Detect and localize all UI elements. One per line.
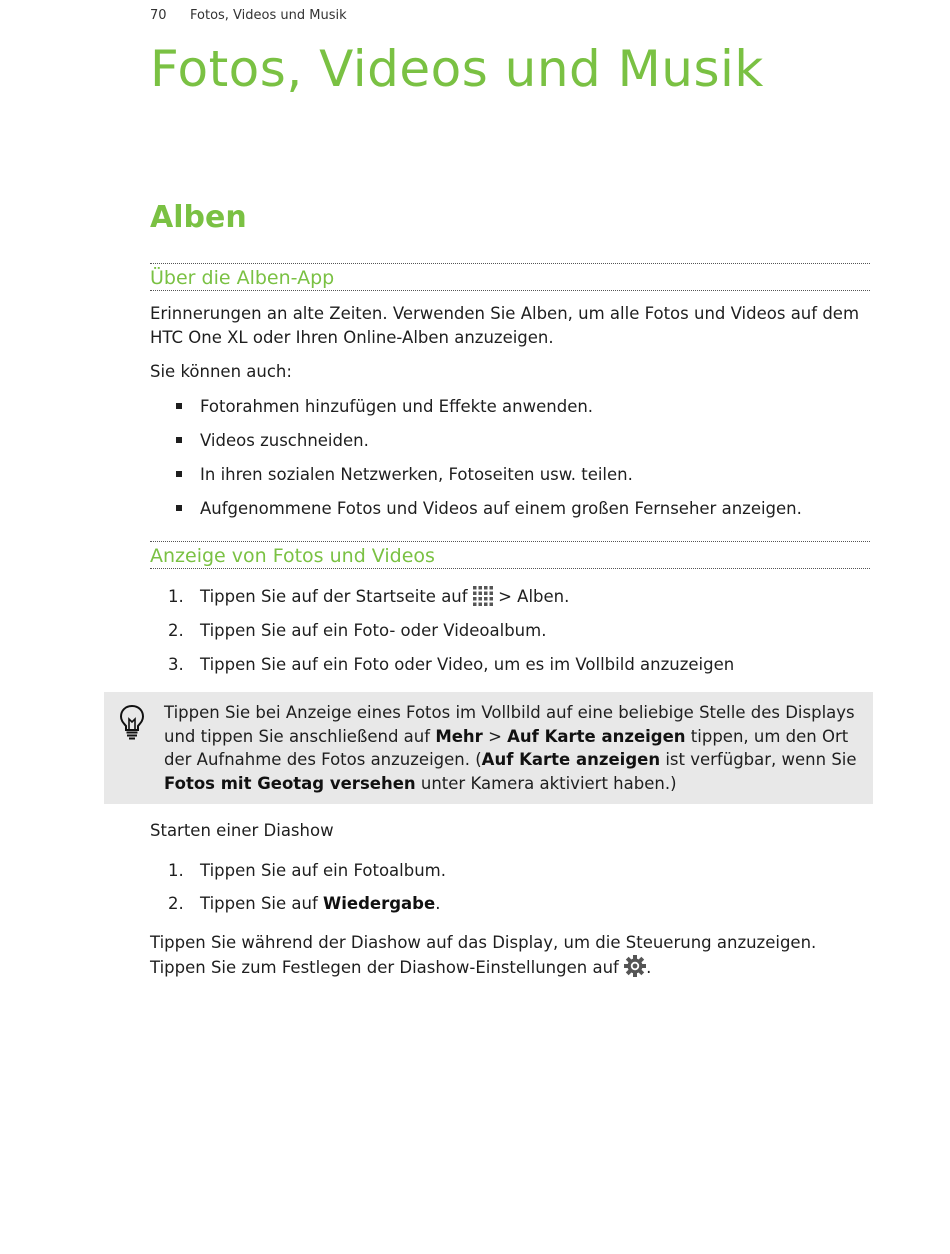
list-item-text: Aufgenommene Fotos und Videos auf einem großen Fernseher anzeigen. bbox=[200, 499, 802, 518]
step-number: 1. bbox=[168, 587, 184, 606]
subsection-about bbox=[150, 263, 870, 291]
emphasis-auf-karte-anzeigen: Auf Karte anzeigen bbox=[481, 750, 661, 769]
tip-text-part: tippen, um den Ort der Aufnahme des Fotos anzuzeigen. ( bbox=[164, 726, 849, 769]
tip-text-part: Tippen Sie bei Anzeige eines Fotos im Vollbild auf eine beliebige Stelle des Displays und tippen Sie anschließend auf bbox=[164, 703, 855, 746]
page-number: 70 bbox=[150, 8, 167, 23]
slideshow-line-2: Tippen Sie zum Festlegen der Diashow-Einstellungen auf bbox=[150, 957, 619, 977]
step-text: Tippen Sie auf ein Fotoalbum. bbox=[200, 861, 446, 880]
emphasis-alben: Alben bbox=[517, 587, 565, 606]
step-item bbox=[168, 892, 440, 915]
list-item-text: Fotorahmen hinzufügen und Effekte anwenden. bbox=[200, 397, 594, 416]
step-number: 2. bbox=[168, 621, 184, 640]
step-number: 2. bbox=[168, 894, 184, 913]
bullet-mark bbox=[176, 403, 182, 409]
list-item-text: In ihren sozialen Netzwerken, Fotoseiten usw. teilen. bbox=[200, 465, 633, 484]
lightbulb-icon bbox=[118, 704, 146, 740]
subsection-about-heading: Über die Alben-App bbox=[150, 267, 335, 289]
list-item bbox=[176, 497, 802, 520]
step-text: Tippen Sie auf ein Foto oder Video, um es im Vollbild anzuzeigen bbox=[200, 655, 735, 674]
bullet-mark bbox=[176, 471, 182, 477]
slideshow-paragraph bbox=[150, 931, 875, 983]
about-intro: Erinnerungen an alte Zeiten. Verwenden Sie Alben, um alle Fotos und Videos auf dem HTC One XL oder Ihren Online-Alben anzuzeigen. bbox=[150, 304, 860, 347]
separator: > bbox=[488, 726, 502, 746]
list-item bbox=[176, 463, 633, 486]
section-title: Alben bbox=[150, 200, 247, 235]
emphasis-mehr: Mehr bbox=[435, 726, 483, 746]
step-number: 3. bbox=[168, 655, 184, 674]
punctuation: . bbox=[564, 587, 570, 606]
step-item bbox=[168, 859, 446, 882]
apps-grid-icon bbox=[473, 586, 493, 612]
list-item bbox=[176, 429, 369, 452]
gear-icon bbox=[624, 955, 646, 984]
separator: > bbox=[498, 587, 512, 606]
chapter-title: Fotos, Videos und Musik bbox=[150, 40, 764, 98]
tip-text-part: unter Kamera aktiviert haben.) bbox=[420, 773, 677, 793]
slideshow-line-1: Tippen Sie während der Diashow auf das Display, um die Steuerung anzuzeigen. bbox=[150, 933, 817, 952]
step-item bbox=[168, 585, 569, 612]
step-number: 1. bbox=[168, 861, 184, 880]
tip-text bbox=[164, 701, 864, 795]
running-header bbox=[150, 8, 347, 23]
about-also-label: Sie können auch: bbox=[150, 362, 292, 381]
tip-text-part: ist verfügbar, wenn Sie bbox=[665, 750, 857, 769]
slideshow-heading: Starten einer Diashow bbox=[150, 821, 334, 840]
step-item bbox=[168, 653, 734, 676]
bullet-mark bbox=[176, 437, 182, 443]
subsection-view bbox=[150, 541, 870, 569]
punctuation: . bbox=[646, 957, 652, 977]
emphasis-auf-karte-anzeigen: Auf Karte anzeigen bbox=[507, 726, 686, 746]
list-item-text: Videos zuschneiden. bbox=[200, 431, 369, 450]
emphasis-fotos-geotag: Fotos mit Geotag versehen bbox=[164, 773, 416, 793]
step-text: Tippen Sie auf ein Foto- oder Videoalbum. bbox=[200, 621, 547, 640]
step-text: Tippen Sie auf der Startseite auf bbox=[200, 587, 468, 606]
bullet-mark bbox=[176, 505, 182, 511]
punctuation: . bbox=[435, 894, 441, 913]
running-title: Fotos, Videos und Musik bbox=[190, 8, 347, 23]
step-item bbox=[168, 619, 546, 642]
emphasis-wiedergabe: Wiedergabe bbox=[323, 894, 436, 913]
step-text: Tippen Sie auf bbox=[200, 894, 318, 913]
tip-box bbox=[104, 692, 873, 804]
subsection-view-heading: Anzeige von Fotos und Videos bbox=[150, 545, 435, 567]
list-item bbox=[176, 395, 594, 418]
